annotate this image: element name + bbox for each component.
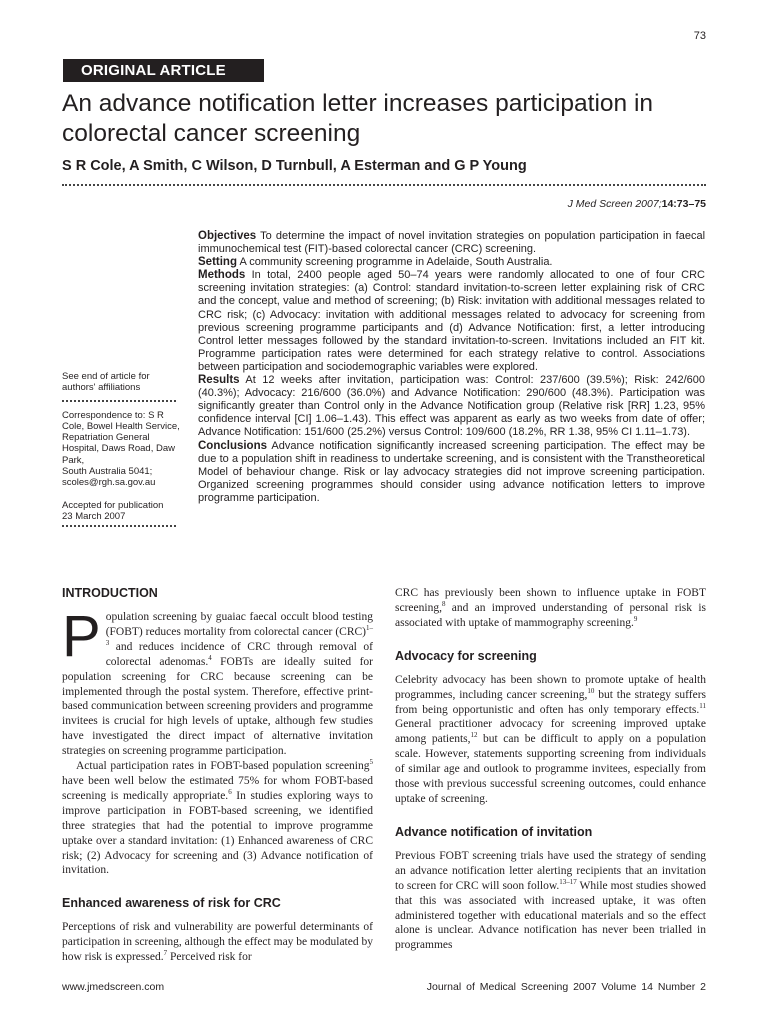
reference-marker: 1–3	[105, 624, 373, 647]
abstract-text: Advance notification significantly increased screening participation. The effect may be due to a population shift in readiness to undertake screening, and is consistent with the Transtheoretical Model of behaviour change. Risk or lay advocacy strategies did not improve screening participation. Organized screening programmes should consider using advance notification letters to improve programme participation.	[198, 439, 705, 504]
section-heading-advocacy: Advocacy for screening	[395, 648, 537, 663]
body-text: In studies exploring ways to improve participation in FOBT-based screening, we identified three strategies that had the potential to improve programme uptake over a standard invitation: (1) Enhanced awareness of CRC risk; (2) Advocacy for screening and (3) Advance notification of invitation.	[62, 789, 373, 877]
journal-website: www.jmedscreen.com	[62, 981, 165, 993]
risk-paragraph	[62, 920, 373, 965]
body-text: General practitioner advocacy for screening improved uptake among patients,	[395, 718, 706, 746]
reference-marker: 5	[369, 758, 373, 767]
drop-cap: P	[62, 604, 101, 669]
abstract-text: To determine the impact of novel invitation strategies on population participation in faecal immunochemical test (FIT)-based colorectal cancer (CRC) screening.	[198, 230, 706, 256]
body-text: CRC has previously been shown to influence uptake in FOBT screening,	[395, 587, 706, 614]
correspondence-region: South Australia 5041;	[62, 466, 153, 478]
body-text: but the strategy suffers from being opportunistic and often has only temporary effects.	[395, 688, 707, 716]
reference-marker: 12	[470, 731, 478, 740]
abstract-results	[198, 374, 705, 439]
accepted-date: 23 March 2007	[62, 510, 126, 522]
correspondence-email: scoles@rgh.sa.gov.au	[62, 477, 156, 489]
correspondence-name: Correspondence to: S R Cole, Bowel Health Service, Repatriation General Hospital, Daws Road, Daw Park,	[62, 409, 180, 466]
body-text: but can be difficult to apply on a population scale. However, statements supporting screening from individuals of similar age and outlook to programme invitees, especially from those with previous successful screening outcomes, could enhance uptake of screening.	[395, 733, 706, 805]
citation	[568, 198, 706, 210]
reference-marker: 6	[228, 788, 232, 797]
abstract-heading: Conclusions	[198, 439, 268, 452]
reference-marker: 10	[587, 686, 595, 695]
abstract	[198, 230, 705, 505]
body-text: Celebrity advocacy has been shown to promote uptake of health programmes, including cancer screening,	[395, 673, 706, 701]
article-sidebar	[62, 371, 180, 535]
risk-paragraph-continued	[395, 586, 706, 631]
reference-marker: 9	[633, 614, 638, 623]
body-text: Previous FOBT screening trials have used the strategy of sending an advance notification letter alerting recipients that an invitation to screen for CRC will soon follow.	[395, 849, 706, 892]
body-text: While most studies showed that this was associated with increased uptake, it was often administered together with educational materials and so the effect alone is unclear. Advance notification has never been trialled in programmes	[395, 879, 706, 952]
body-text: and reduces incidence of CRC through removal of colorectal adenomas.	[105, 640, 373, 668]
section-heading-risk: Enhanced awareness of risk for CRC	[62, 896, 281, 911]
abstract-objectives	[198, 230, 705, 256]
body-column-left	[62, 586, 373, 965]
sidebar-divider	[62, 400, 176, 402]
reference-marker: 4	[208, 653, 212, 662]
page-number: 73	[693, 30, 706, 42]
header-divider	[62, 184, 706, 186]
accepted-label: Accepted for publication	[62, 499, 164, 511]
reference-marker: 8	[441, 600, 446, 609]
abstract-methods	[198, 269, 705, 374]
abstract-setting	[198, 256, 705, 269]
advance-paragraph	[395, 849, 706, 953]
body-text: Perceived risk for	[167, 951, 252, 964]
abstract-heading: Results	[198, 374, 240, 387]
advocacy-paragraph	[395, 673, 706, 807]
abstract-conclusions	[198, 440, 705, 505]
body-text: Actual participation rates in FOBT-based population screening	[76, 760, 370, 773]
body-text: and an improved understanding of personal risk is associated with uptake of mammography screening.	[395, 601, 706, 629]
reference-marker: 11	[699, 701, 706, 710]
section-heading-advance-notification: Advance notification of invitation	[395, 824, 593, 839]
body-text: FOBTs are ideally suited for population screening for CRC because screening can be implemented through the postal system. Therefore, effective print-based communication between screening providers and programme invitees is crucial for high levels of uptake, although few studies have investigated the direct impact of alternative invitation strategies on screening programme participation.	[62, 655, 373, 758]
abstract-text: In total, 2400 people aged 50–74 years were randomly allocated to one of four CRC screening invitation strategies: (a) Control: standard invitation-to-screen letter explaining risk of CRC and the concept, value and method of screening; (b) Risk: invitation with additional messages related to CRC risk; (c) Advocacy: invitation with additional messages related to advocacy for screening from previous screening programme participants and (d) Advance Notification: first, a letter introducing Control letter messages followed by the standard invitation-to-screen. Invitations included an FIT kit. Programme participation rates were determined for each strategy relative to control. Associations between participation and sociodemographic variables were explored.	[198, 269, 705, 373]
article-title: An advance notification letter increases participation in colorectal cancer screening	[62, 90, 654, 147]
abstract-text: A community screening programme in Adelaide, South Australia.	[239, 256, 553, 269]
body-text: opulation screening by guaiac faecal occult blood testing (FOBT) reduces mortality from colorectal cancer (CRC)	[105, 611, 373, 638]
abstract-heading: Setting	[198, 256, 237, 269]
reference-marker: 7	[163, 949, 168, 958]
journal-issue-info: Journal of Medical Screening 2007 Volume 14 Number 2	[426, 981, 706, 993]
abstract-text: At 12 weeks after invitation, participation was: Control: 237/600 (39.5%); Risk: 242/600 (40.3%); Advocacy: 216/600 (36.0%) and Advance Notification: 290/600 (48.3%). Participation was significantly greater than Control only in the Advance Notification group (Relative risk [RR] 1.23, 95% confidence interval [CI] 1.06–1.43). This effect was apparent as early as two weeks from date of offer; Advance Notification: 151/600 (25.2%) versus Control: 109/600 (18.2%, RR 1.38, 95% CI 1.11–1.73).	[198, 374, 705, 439]
sidebar-divider	[62, 525, 176, 527]
author-list: S R Cole, A Smith, C Wilson, D Turnbull, A Esterman and G P Young	[62, 158, 527, 174]
affiliations-note: See end of article for authors' affiliations	[62, 371, 150, 394]
intro-paragraph	[62, 759, 373, 878]
abstract-heading: Methods	[198, 269, 246, 282]
reference-marker: 13–17	[559, 877, 577, 886]
body-text: Perceptions of risk and vulnerability are powerful determinants of participation in screening, although the effect may be modulated by how risk is expressed.	[62, 921, 373, 964]
abstract-heading: Objectives	[198, 230, 257, 242]
citation-volume-pages: 14:73–75	[661, 198, 706, 210]
body-text: have been well below the estimated 75% for whom FOBT-based screening is medically appropriate.	[62, 774, 373, 802]
intro-paragraph	[62, 604, 373, 759]
body-column-right	[395, 586, 706, 953]
article-type-banner: ORIGINAL ARTICLE	[63, 59, 264, 82]
section-heading-introduction: INTRODUCTION	[62, 586, 158, 600]
citation-journal: J Med Screen 2007;	[567, 198, 662, 210]
